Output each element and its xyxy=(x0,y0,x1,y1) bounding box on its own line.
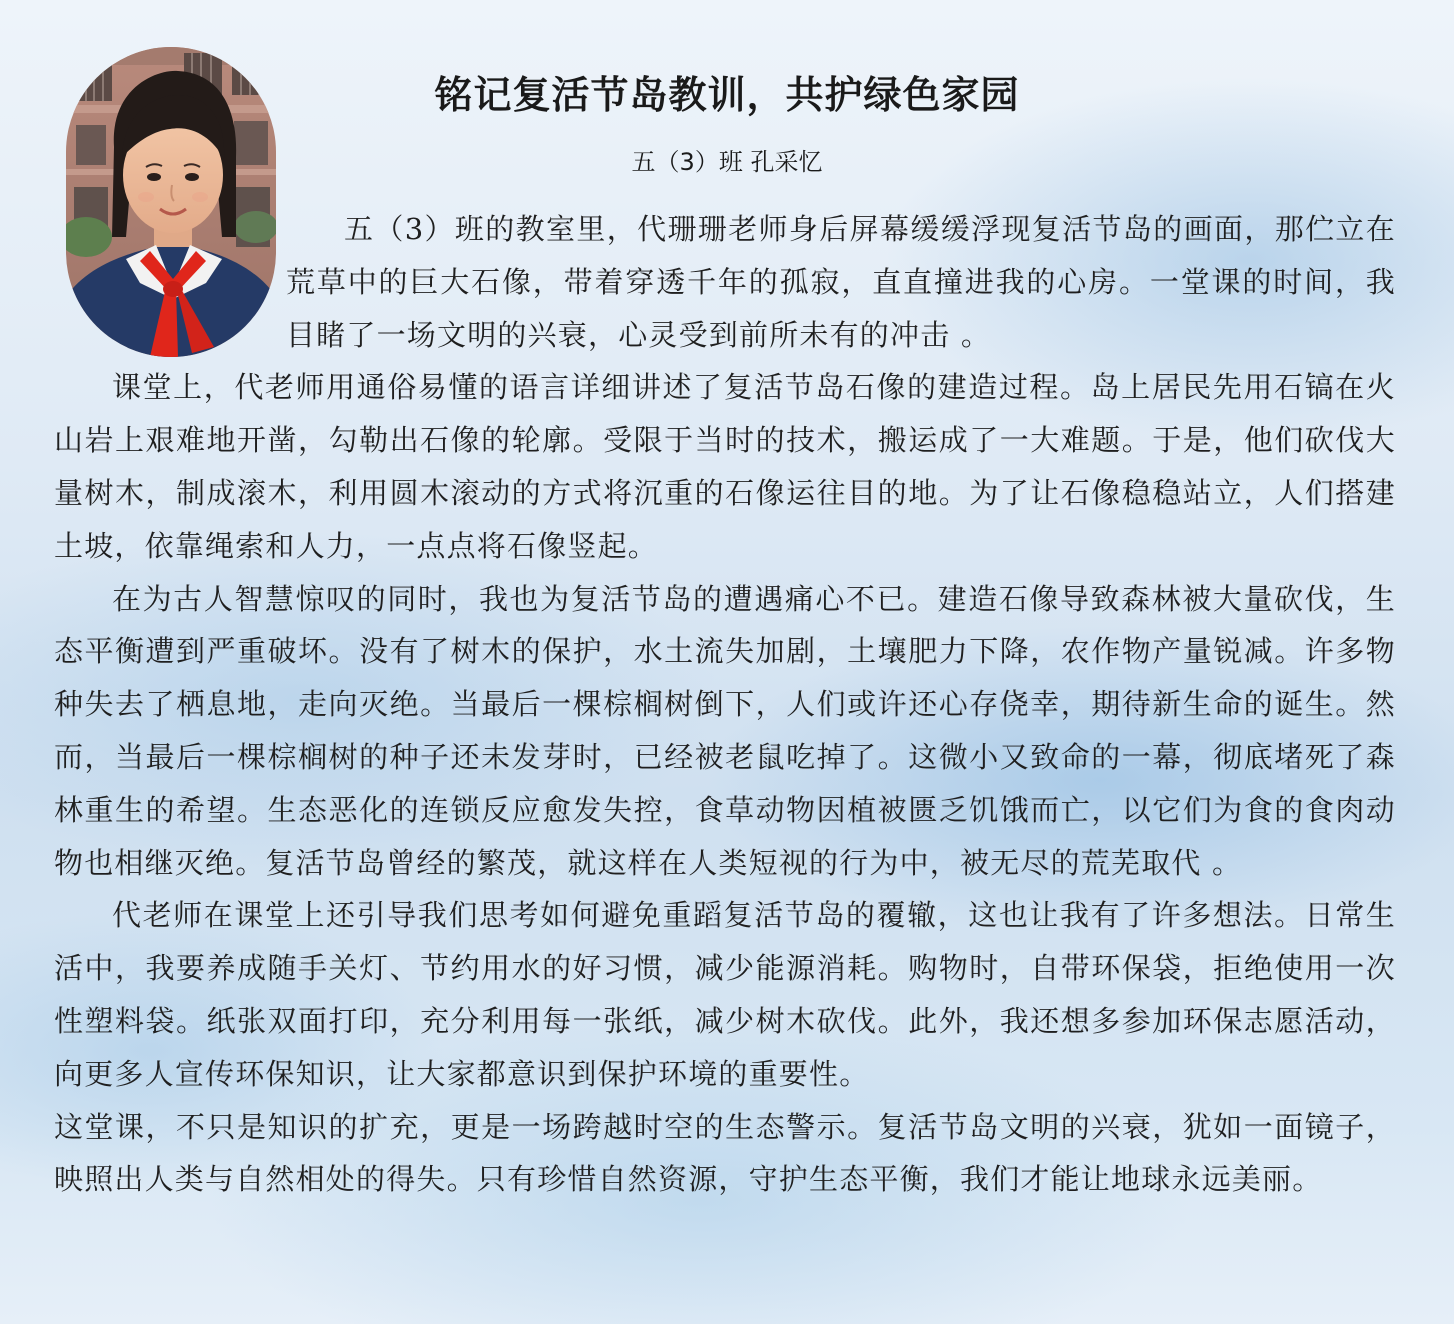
article-body xyxy=(54,203,1396,1206)
paragraph-4: 代老师在课堂上还引导我们思考如何避免重蹈复活节岛的覆辙，这也让我有了许多想法。日常生活中，我要养成随手关灯、节约用水的好习惯，减少能源消耗。购物时，自带环保袋，拒绝使用一次性塑料袋。纸张双面打印，充分利用每一张纸，减少树木砍伐。此外，我还想多参加环保志愿活动，向更多人宣传环保知识，让大家都意识到保护环境的重要性。 xyxy=(54,898,1396,1091)
paragraph-1: 五（3）班的教室里，代珊珊老师身后屏幕缓缓浮现复活节岛的画面，那伫立在荒草中的巨大石像，带着穿透千年的孤寂，直直撞进我的心房。一堂课的时间，我目睹了一场文明的兴衰，心灵受到前所未有的冲击 。 xyxy=(286,212,1396,352)
paragraph-3: 在为古人智慧惊叹的同时，我也为复活节岛的遭遇痛心不已。建造石像导致森林被大量砍伐，生态平衡遭到严重破坏。没有了树木的保护，水土流失加剧，土壤肥力下降，农作物产量锐减。许多物种失去了栖息地，走向灭绝。当最后一棵棕榈树倒下，人们或许还心存侥幸，期待新生命的诞生。然而，当最后一棵棕榈树的种子还未发芽时，已经被老鼠吃掉了。这微小又致命的一幕，彻底堵死了森林重生的希望。生态恶化的连锁反应愈发失控，食草动物因植被匮乏饥饿而亡，以它们为食的食肉动物也相继灭绝。复活节岛曾经的繁茂，就这样在人类短视的行为中，被无尽的荒芜取代 。 xyxy=(54,581,1396,880)
portrait-wrap-space xyxy=(54,203,286,361)
paragraph-2: 课堂上，代老师用通俗易懂的语言详细讲述了复活节岛石像的建造过程。岛上居民先用石镐在火山岩上艰难地开凿，勾勒出石像的轮廓。受限于当时的技术，搬运成了一大难题。于是，他们砍伐大量树木，制成滚木，利用圆木滚动的方式将沉重的石像运往目的地。为了让石像稳稳站立，人们搭建土坡，依靠绳索和人力，一点点将石像竖起。 xyxy=(54,370,1396,563)
paragraph-5: 这堂课，不只是知识的扩充，更是一场跨越时空的生态警示。复活节岛文明的兴衰，犹如一面镜子，映照出人类与自然相处的得失。只有珍惜自然资源，守护生态平衡，我们才能让地球永远美丽。 xyxy=(54,1109,1396,1197)
article-title: 铭记复活节岛教训，共护绿色家园 xyxy=(434,73,1020,118)
author-line: 五（3）班 孔采忆 xyxy=(631,148,823,176)
